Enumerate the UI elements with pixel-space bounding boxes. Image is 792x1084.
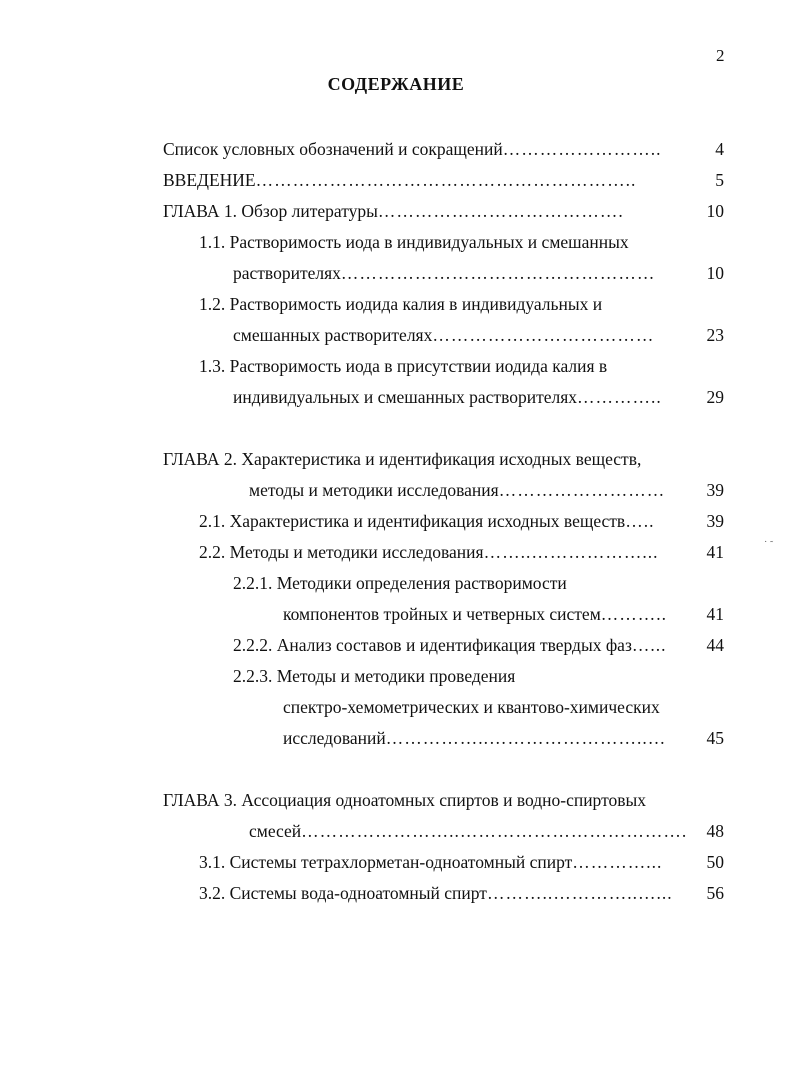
toc-entry: 3.1. Системы тетрахлорметан-одноатомный спирт…………...	[199, 852, 663, 872]
toc-entry: спектро-хемометрических и квантово-химических	[283, 697, 660, 717]
toc-page	[700, 661, 724, 692]
toc-entry: 2.2.3. Методы и методики проведения	[233, 666, 516, 686]
toc-page	[700, 227, 724, 258]
toc-entry: 1.2. Растворимость иодида калия в индивидуальных и	[199, 294, 603, 314]
toc-page: 23	[706, 325, 724, 345]
toc-entry: 2.1. Характеристика и идентификация исходных веществ…..	[199, 511, 655, 531]
toc-page: 44	[706, 635, 724, 655]
toc-page: 39	[706, 511, 724, 531]
page-number: 2	[716, 46, 725, 65]
toc-page	[700, 351, 724, 382]
toc-entry: Список условных обозначений и сокращений……………………..	[163, 139, 662, 159]
toc-entry: смесей……………………..……………………………….	[249, 821, 688, 841]
toc-page: 56	[706, 883, 724, 903]
toc-entry: 1.1. Растворимость иода в индивидуальных и смешанных	[199, 232, 629, 252]
toc-page: 4	[715, 139, 724, 159]
toc-entry: 2.2. Методы и методики исследования……..………………...	[199, 542, 659, 562]
toc-page: 39	[706, 480, 724, 500]
toc-page: 41	[706, 542, 724, 562]
toc-page: 50	[706, 852, 724, 872]
toc-page: 41	[706, 604, 724, 624]
toc-entry: 2.2.1. Методики определения растворимости	[233, 573, 567, 593]
toc-entry: 1.3. Растворимость иода в присутствии иодида калия в	[199, 356, 608, 376]
toc-page	[700, 785, 724, 816]
toc-entry: ГЛАВА 1. Обзор литературы………………………………….	[163, 201, 624, 221]
page-title: СОДЕРЖАНИЕ	[327, 74, 465, 94]
toc-entry: компонентов тройных и четверных систем………..	[283, 604, 668, 624]
toc-entry: методы и методики исследования………………………	[249, 480, 666, 500]
toc-entry: индивидуальных и смешанных растворителях…………..	[233, 387, 662, 407]
toc-page: 29	[706, 387, 724, 407]
toc-entry: ВВЕДЕНИЕ……………………………………………………..	[163, 170, 637, 190]
toc-entry: 2.2.2. Анализ составов и идентификация твердых фаз…...	[233, 635, 667, 655]
scan-speck: ˙ ˜	[764, 540, 774, 551]
toc-page: 48	[706, 821, 724, 841]
toc-page: 5	[715, 170, 724, 190]
toc-page	[700, 692, 724, 723]
toc-page: 10	[706, 263, 724, 283]
toc-page	[700, 444, 724, 475]
toc-page: 10	[706, 201, 724, 221]
toc-page: 45	[706, 728, 724, 748]
toc-entry: растворителях……………………………………………	[233, 263, 656, 283]
toc-entry: исследований……………..……………………..…	[283, 728, 667, 748]
toc-page	[700, 289, 724, 320]
toc-entry: смешанных растворителях………………………………	[233, 325, 655, 345]
toc-page	[700, 568, 724, 599]
toc-entry: ГЛАВА 2. Характеристика и идентификация исходных веществ,	[163, 449, 642, 469]
toc-entry: ГЛАВА 3. Ассоциация одноатомных спиртов и водно-спиртовых	[163, 790, 647, 810]
toc-entry: 3.2. Системы вода-одноатомный спирт………..…………..…...	[199, 883, 673, 903]
